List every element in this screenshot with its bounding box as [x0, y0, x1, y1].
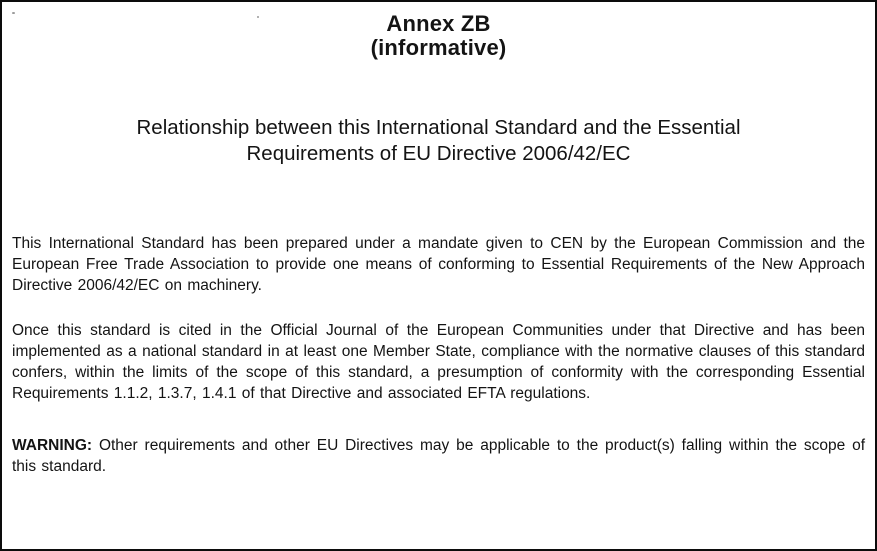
annex-title-line1: Annex ZB [386, 11, 491, 36]
scan-artifact [257, 16, 259, 18]
warning-label: WARNING: [12, 437, 93, 454]
section-heading-line1: Relationship between this International Standard and the Essential [136, 116, 741, 139]
paragraph-mandate: This International Standard has been prepared under a mandate given to CEN by the European Commission and the European Free Trade Association to provide one means of conforming to Essential Requirements of the New Approach Directive 2006/42/EC on machinery. [12, 235, 865, 294]
annex-title-line2: (informative) [370, 35, 507, 60]
section-heading [12, 115, 865, 167]
annex-title [12, 12, 865, 60]
paragraph-warning [12, 435, 865, 477]
warning-text: Other requirements and other EU Directives may be applicable to the product(s) falling within the scope of this standard. [12, 437, 866, 475]
section-heading-line2: Requirements of EU Directive 2006/42/EC [246, 142, 631, 165]
paragraph-presumption-of-conformity: Once this standard is cited in the Official Journal of the European Communities under that Directive and has been implemented as a national standard in at least one Member State, compliance with the normative clauses of this standard confers, within the limits of the scope of this standard, a presumption of conformity with the corresponding Essential Requirements 1.1.2, 1.3.7, 1.4.1 of that Directive and associated EFTA regulations. [12, 322, 865, 402]
scan-artifact [12, 12, 15, 14]
